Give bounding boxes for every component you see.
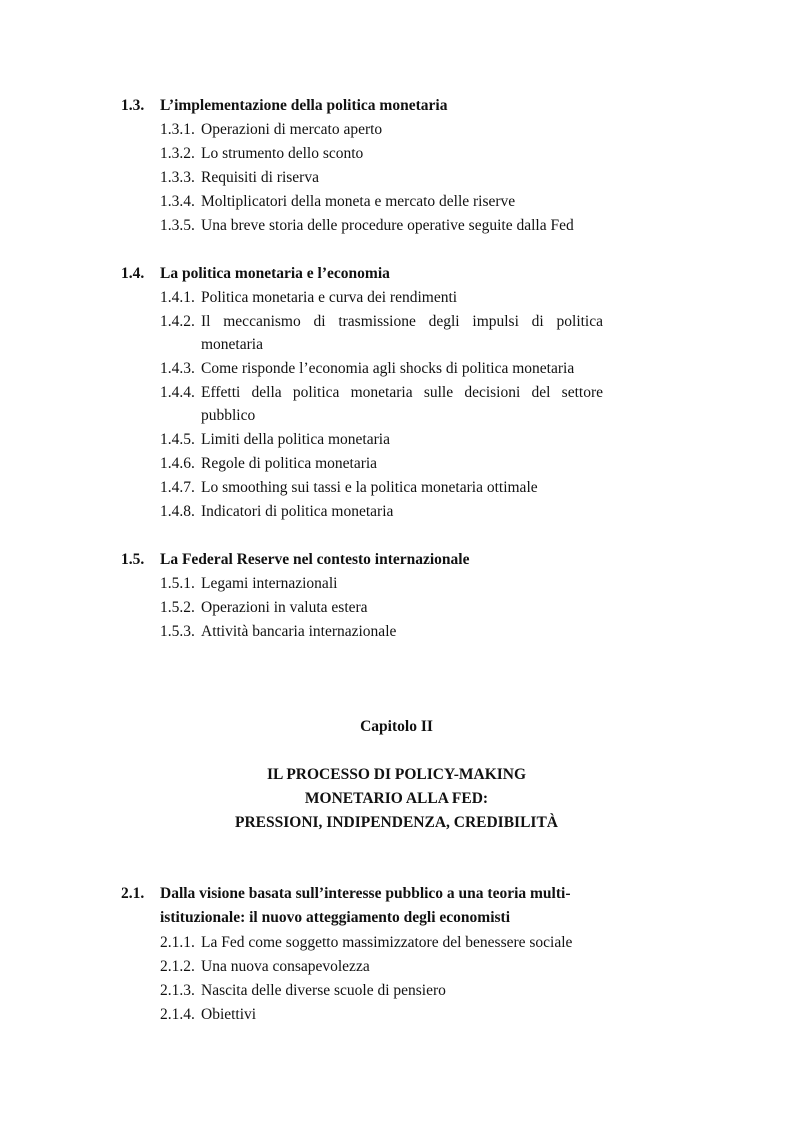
- section-title: Dalla visione basata sull’interesse pubblico a una teoria multi-: [160, 885, 571, 902]
- subsection-title: Effetti della politica monetaria sulle decisioni del settore: [201, 384, 603, 401]
- subsection-number: 1.3.2.: [160, 145, 195, 162]
- subsection-title: Obiettivi: [201, 1006, 257, 1023]
- subsection-title: Indicatori di politica monetaria: [201, 503, 394, 520]
- chapter-title-line: MONETARIO ALLA FED:: [304, 790, 489, 807]
- subsection-title: Operazioni in valuta estera: [201, 599, 368, 616]
- subsection-number: 1.4.8.: [160, 503, 195, 520]
- subsection-title: Requisiti di riserva: [201, 169, 319, 186]
- subsection-title: Lo smoothing sui tassi e la politica monetaria ottimale: [201, 479, 538, 496]
- chapter-label: Capitolo II: [360, 718, 433, 735]
- subsection-number: 2.1.3.: [160, 982, 195, 999]
- chapter-title-line: IL PROCESSO DI POLICY-MAKING: [266, 766, 527, 783]
- subsection-title: Attività bancaria internazionale: [201, 623, 397, 640]
- subsection-number: 1.4.7.: [160, 479, 195, 496]
- subsection-title: Lo strumento dello sconto: [201, 145, 364, 162]
- section-title: La Federal Reserve nel contesto internazionale: [160, 551, 470, 568]
- subsection-number: 1.3.5.: [160, 217, 195, 234]
- section-number: 1.4.: [121, 265, 145, 282]
- section-title-continuation: istituzionale: il nuovo atteggiamento degli economisti: [160, 909, 511, 926]
- section-title: L’implementazione della politica monetaria: [160, 97, 448, 114]
- subsection-number: 1.3.3.: [160, 169, 195, 186]
- subsection-title: Limiti della politica monetaria: [201, 431, 390, 448]
- subsection-title: La Fed come soggetto massimizzatore del benessere sociale: [201, 934, 573, 951]
- subsection-number: 1.4.5.: [160, 431, 195, 448]
- subsection-number: 1.3.4.: [160, 193, 195, 210]
- subsection-title: Una nuova consapevolezza: [201, 958, 370, 975]
- subsection-number: 2.1.4.: [160, 1006, 195, 1023]
- subsection-title: Una breve storia delle procedure operative seguite dalla Fed: [201, 217, 574, 234]
- subsection-title-continuation: monetaria: [201, 336, 263, 353]
- subsection-number: 1.4.4.: [160, 384, 195, 401]
- section-number: 1.3.: [121, 97, 145, 114]
- subsection-number: 2.1.1.: [160, 934, 195, 951]
- subsection-number: 1.3.1.: [160, 121, 195, 138]
- subsection-title: Moltiplicatori della moneta e mercato delle riserve: [201, 193, 516, 210]
- subsection-title: Regole di politica monetaria: [201, 455, 378, 472]
- chapter-title-line: PRESSIONI, INDIPENDENZA, CREDIBILITÀ: [235, 814, 558, 831]
- section-number: 1.5.: [121, 551, 145, 568]
- subsection-title: Legami internazionali: [201, 575, 338, 592]
- section-number: 2.1.: [121, 885, 145, 902]
- subsection-number: 2.1.2.: [160, 958, 195, 975]
- subsection-title: Operazioni di mercato aperto: [201, 121, 383, 138]
- subsection-number: 1.4.3.: [160, 360, 195, 377]
- subsection-number: 1.4.1.: [160, 289, 195, 306]
- subsection-title: Nascita delle diverse scuole di pensiero: [201, 982, 446, 999]
- subsection-title: Politica monetaria e curva dei rendimenti: [201, 289, 458, 306]
- section-title: La politica monetaria e l’economia: [160, 265, 390, 282]
- subsection-title-continuation: pubblico: [201, 407, 256, 424]
- subsection-title: Come risponde l’economia agli shocks di politica monetaria: [201, 360, 575, 377]
- subsection-title: Il meccanismo di trasmissione degli impulsi di politica: [201, 313, 603, 330]
- subsection-number: 1.5.2.: [160, 599, 195, 616]
- subsection-number: 1.5.3.: [160, 623, 195, 640]
- subsection-number: 1.4.2.: [160, 313, 195, 330]
- subsection-number: 1.4.6.: [160, 455, 195, 472]
- subsection-number: 1.5.1.: [160, 575, 195, 592]
